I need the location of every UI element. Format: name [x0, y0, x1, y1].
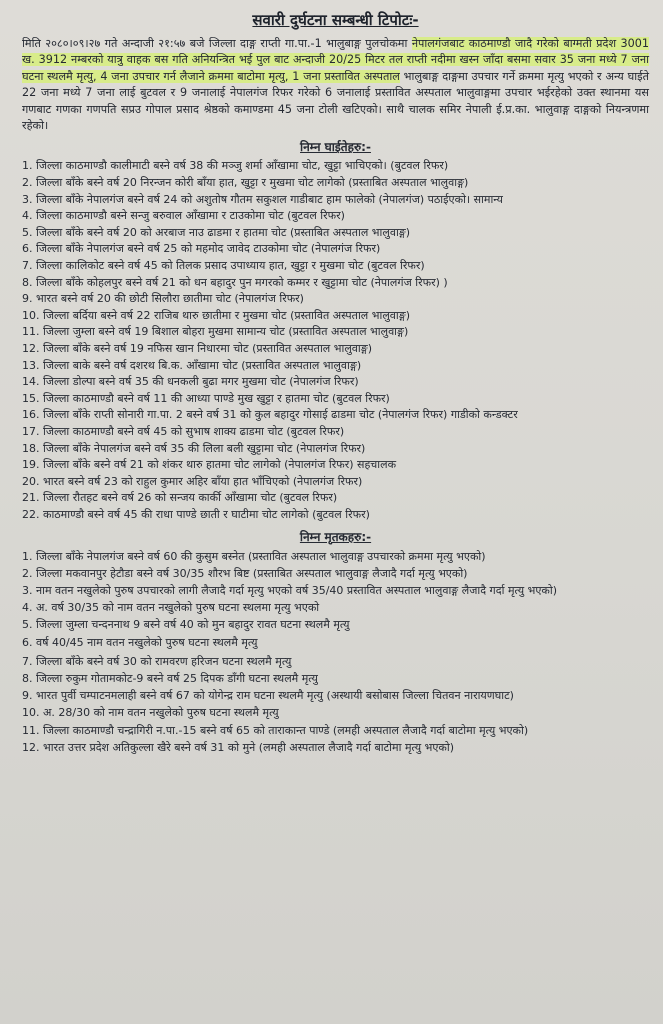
- dead-heading: निम्न मृतकहरु:-: [299, 529, 372, 544]
- dead-item: 5. जिल्ला जुम्ला चन्दननाथ 9 बस्ने वर्ष 40 को मुन बहादुर रावत घटना स्थलमै मृत्यु: [22, 618, 350, 632]
- dead-item: 8. जिल्ला रुकुम गोतामकोट-9 बस्ने वर्ष 25 दिपक डाँगी घटना स्थलमै मृत्यु: [22, 671, 318, 685]
- dead-item: 6. वर्ष 40/45 नाम वतन नखुलेको पुरुष घटना स्थलमै मृत्यु: [22, 635, 258, 649]
- injured-item: 19. जिल्ला बाँके बस्ने वर्ष 21 को शंकर थारु हातमा चोट लागेको (नेपालगंज रिफर) सहचालक: [22, 458, 397, 472]
- summary-part: मिति २०८०।०९।२७ गते अन्दाजी २१:५७ बजे जिल्ला दाङ्ग राप्ती गा.पा.-1 भालुबाङ्ग पुलचोकमा: [22, 37, 412, 50]
- injured-item: 8. जिल्ला बाँके कोहलपुर बस्ने वर्ष 21 को धन बहादुर पुन मगरको कम्मर र खुट्टामा चोट (नेपालगंज रिफर) ): [22, 275, 448, 289]
- injured-item: 21. जिल्ला रौतहट बस्ने वर्ष 26 को सन्जय कार्की आँखामा चोट (बुटवल रिफर): [22, 491, 338, 505]
- injured-item: 4. जिल्ला काठमाण्डौ बस्ने सन्जु बरुवाल आँखामा र टाउकोमा चोट (बुटवल रिफर): [22, 209, 345, 223]
- injured-item: 16. जिल्ला बाँके राप्ती सोनारी गा.पा. 2 बस्ने वर्ष 31 को कुल बहादुर गोसाई ढाडमा चोट (नेपालगंज रिफर) गाडीको कन्डक्टर: [22, 408, 518, 422]
- dead-list: [22, 548, 649, 756]
- injured-item: 6. जिल्ला बाँके नेपालगंज बस्ने वर्ष 25 को महमोद जावेद टाउकोमा चोट (नेपालगंज रिफर): [22, 242, 381, 256]
- dead-item: 10. अ. 28/30 को नाम वतन नखुलेको पुरुष घटना स्थलमै मृत्यु: [22, 706, 279, 720]
- document-title: सवारी दुर्घटना सम्बन्धी टिपोटः-: [252, 11, 419, 29]
- injured-item: 9. भारत बस्ने वर्ष 20 की छोटी सिलौरा छातीमा चोट (नेपालगंज रिफर): [22, 292, 304, 306]
- injured-item: 2. जिल्ला बाँके बस्ने वर्ष 20 निरन्जन कोरी बाँया हात, खुट्टा र मुखमा चोट लागेको (प्रस्ताबित अस्पताल भालुवाङ्ग): [22, 176, 469, 190]
- injured-item: 15. जिल्ला काठमाण्डौ बस्ने वर्ष 11 की आध्या पाण्डे मुख खुट्टा र हातमा चोट (बुटवल रिफर): [22, 391, 390, 405]
- injured-item: 17. जिल्ला काठमाण्डौ बस्ने वर्ष 45 को सुभाष शाक्य ढाडमा चोट (बुटवल रिफर): [22, 424, 345, 438]
- injured-item: 12. जिल्ला बाँके बस्ने वर्ष 19 नफिस खान निधारमा चोट (प्रस्तावित अस्पताल भालुवाङ्ग): [22, 341, 373, 355]
- injured-item: 10. जिल्ला बर्दिया बस्ने वर्ष 22 राजिब थारु छातीमा र मुखमा चोट (प्रस्तावित अस्पताल भालुवाङ्ग): [22, 308, 411, 322]
- injured-item: 3. जिल्ला बाँके नेपालगंज बस्ने वर्ष 24 को अशुतोष गौतम सकुशल गाडीबाट हाम फालेको (नेपालगंज) पठाईएको। सामान्य: [22, 192, 503, 206]
- injured-item: 20. भारत बस्ने वर्ष 23 को राहुल कुमार अहिर बाँया हात भाँचिएको (नेपालगंज रिफर): [22, 474, 363, 488]
- injured-item: 11. जिल्ला जुम्ला बस्ने वर्ष 19 बिशाल बोहरा मुखमा सामान्य चोट (प्रस्तावित अस्पताल भालुवाङ्ग): [22, 325, 409, 339]
- dead-item: 2. जिल्ला मकवानपुर हेटौडा बस्ने वर्ष 30/35 शौरभ बिष्ट (प्रस्ताबित अस्पताल भालुवाङ्ग लैजादै गर्दा मृत्यु भएको): [22, 566, 468, 580]
- injured-item: 22. काठमाण्डौ बस्ने वर्ष 45 की राधा पाण्डे छाती र घाटीमा चोट लागेको (बुटवल रिफर): [22, 507, 370, 521]
- injured-item: 5. जिल्ला बाँके बस्ने वर्ष 20 को अरबाज नाउ ढाडमा र हातमा चोट (प्रस्ताबित अस्पताल भालुवाङ्ग): [22, 225, 411, 239]
- dead-item: 4. अ. वर्ष 30/35 को नाम वतन नखुलेको पुरुष घटना स्थलमा मृत्यु भएको: [22, 601, 320, 615]
- dead-item: 9. भारत पुर्वी चम्पाटनमलाही बस्ने वर्ष 67 को योगेन्द्र राम घटना स्थलमै मृत्यु (अस्थायी बसोबास जिल्ला चितवन नारायणघाट): [22, 689, 514, 703]
- injured-item: 13. जिल्ला बाके बस्ने वर्ष दशरथ बि.क. आँखामा चोट (प्रस्तावित अस्पताल भालुवाङ्ग): [22, 358, 362, 372]
- injured-list: [22, 158, 649, 523]
- injured-item: 14. जिल्ला डोल्पा बस्ने वर्ष 35 की धनकली बुढा मगर मुखमा चोट (नेपालगंज रिफर): [22, 375, 359, 389]
- injured-heading: निम्न घाईतेहरु:-: [300, 140, 371, 155]
- injured-item: 18. जिल्ला बाँके नेपालगंज बस्ने वर्ष 35 की लिला बली खुट्टामा चोट (नेपालगंज रिफर): [22, 441, 366, 455]
- summary-part: भालुबाङ्ग दाङ्गमा उपचार गर्ने क्रममा मृत्यु भएको र अन्य घाईते 22 जना मध्ये 7 जना लाई बुटवल र 9 जनालाई नेपालगंज रिफर गरेको 6 जनालाई प्रस्तावित अस्पताल भालुवाङ्गमा उपचार भईरहेको उक्त स्थानमा यस गणबाट गणका गणपति सप्रउ गोपाल प्रसाद श्रेष्ठको कमाण्डमा 45 जना टोली खटिएको। साथै चालक समिर नेपाली ई.प्र.का. भालुवाङ्ग दाङ्गको नियन्त्रणमा रहेको।: [22, 69, 649, 133]
- injured-item: 1. जिल्ला काठमाण्डौ कालीमाटी बस्ने वर्ष 38 की मञ्जु शर्मा आँखामा चोट, खुट्टा भाचिएको। (बुटवल रिफर): [22, 159, 449, 173]
- dead-item: 1. जिल्ला बाँके नेपालगंज बस्ने वर्ष 60 की कुसुम बस्नेत (प्रस्तावित अस्पताल भालुवाङ्ग उपचारको क्रममा मृत्यु भएको): [22, 549, 486, 563]
- incident-summary: [22, 36, 649, 134]
- injured-item: 7. जिल्ला कालिकोट बस्ने वर्ष 45 को तिलक प्रसाद उपाध्याय हात, खुट्टा र मुखमा चोट (बुटवल रिफर): [22, 259, 425, 272]
- dead-item: 12. भारत उत्तर प्रदेश अतिकुल्ला खैरे बस्ने वर्ष 31 को मुने (लमही अस्पताल लैजादै गर्दा बाटोमा मृत्यु भएको): [22, 740, 454, 754]
- dead-item: 11. जिल्ला काठमाण्डौ चन्द्रागिरी न.पा.-15 बस्ने वर्ष 65 को ताराकान्त पाण्डे (लमही अस्पताल लैजादै गर्दा बाटोमा मृत्यु भएको): [22, 723, 529, 737]
- dead-item: 7. जिल्ला बाँके बस्ने वर्ष 30 को रामवरण हरिजन घटना स्थलमै मृत्यु: [22, 654, 292, 668]
- summary-highlighted-part: नेपालगंजबाट काठमाण्डौ जादै गरेको बाग्मती प्रदेश 3001 ख. 3912 नम्बरको यात्रु वाहक बस गति अनियन्त्रित भई पुल बाट अन्दाजी 20/25 मिटर तल राप्ती नदीमा खस्न जाँदा बसमा सवार 35 जना मध्ये 7 जना घटना स्थलमै मृत्यु, 4 जना उपचार गर्न लैजाने क्रममा बाटोमा मृत्यु, 1 जना प्रस्तावित अस्पताल: [22, 37, 649, 83]
- dead-item: 3. नाम वतन नखुलेको पुरुष उपचारको लागी लैजादै गर्दा मृत्यु भएको वर्ष 35/40 प्रस्तावित अस्पताल भालुवाङ्ग लैजादै गर्दा मृत्यु भएको): [22, 583, 557, 597]
